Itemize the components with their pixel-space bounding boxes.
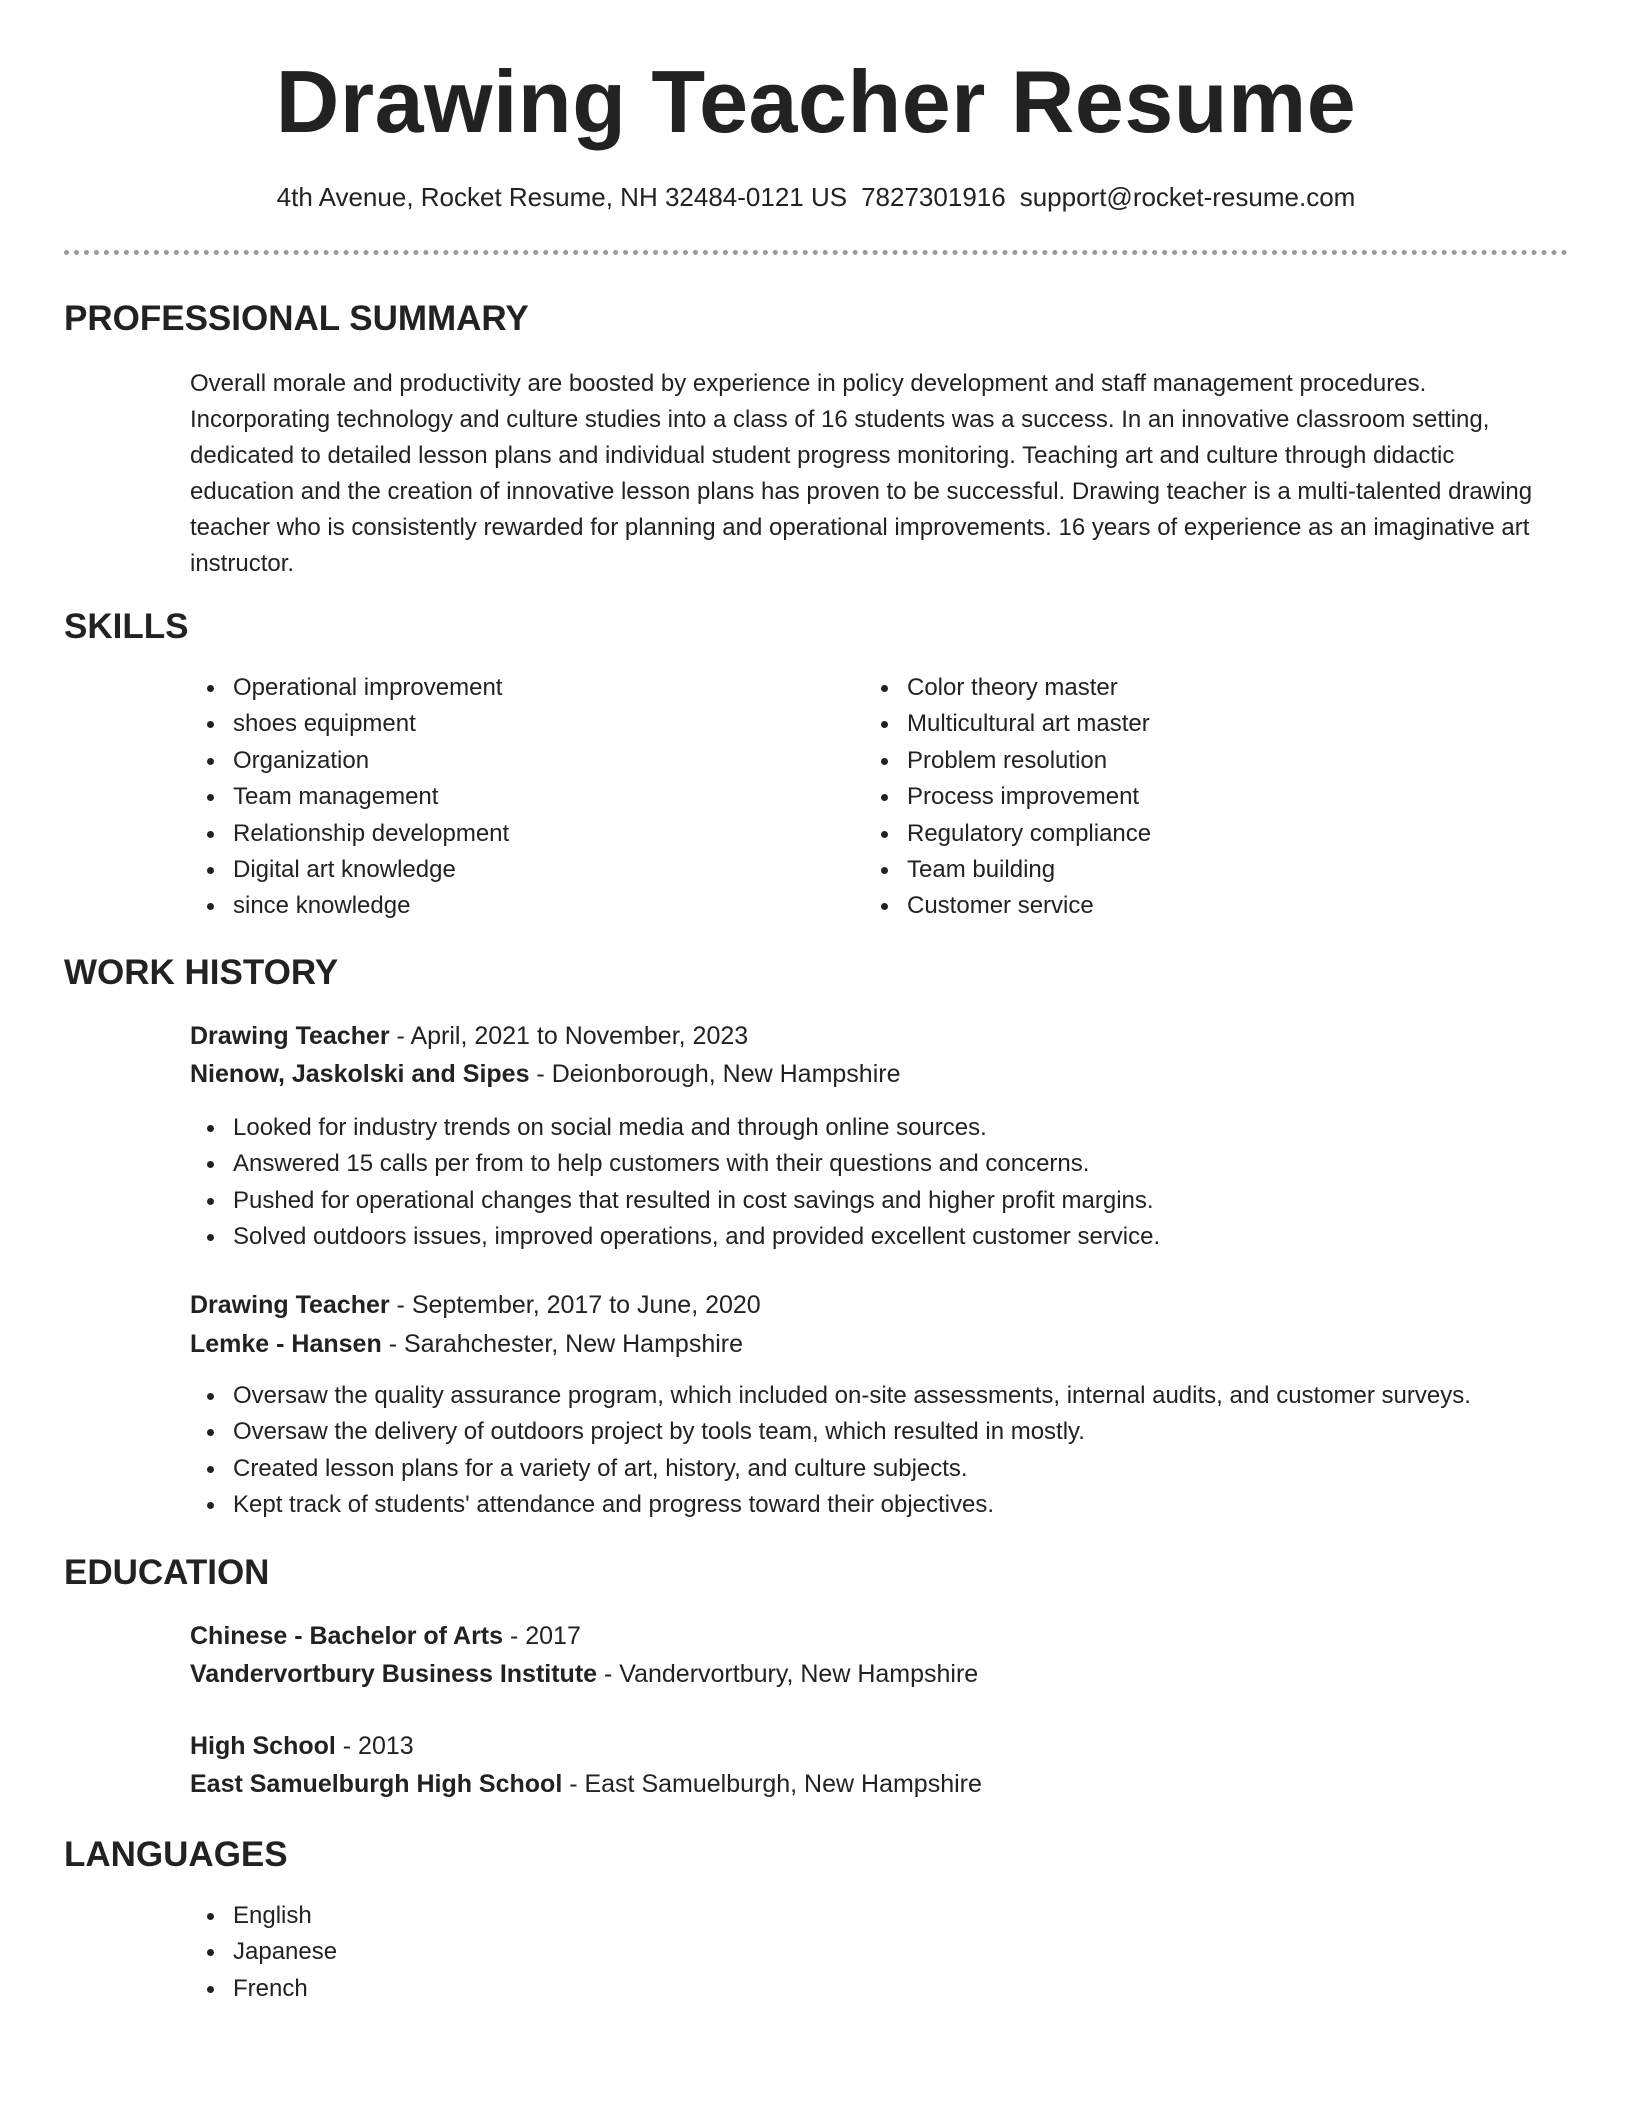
education-heading: EDUCATION <box>64 1553 270 1592</box>
job-company-line <box>190 1326 743 1362</box>
contact-address: 4th Avenue, Rocket Resume, NH 32484-0121 US <box>276 182 848 212</box>
education-degree-line <box>190 1618 581 1654</box>
contact-email: support@rocket-resume.com <box>1019 182 1356 212</box>
language-item: Japanese <box>190 1934 790 1970</box>
job-bullet: Pushed for operational changes that resulted in cost savings and higher profit margins. <box>190 1183 1570 1219</box>
education-degree-line <box>190 1728 414 1764</box>
job-dates: - April, 2021 to November, 2023 <box>389 1022 749 1050</box>
education-school-line <box>190 1656 978 1692</box>
education-location: - Vandervortbury, New Hampshire <box>597 1660 979 1688</box>
education-year: - 2013 <box>335 1732 414 1760</box>
skill-item: Operational improvement <box>190 670 810 706</box>
job-company: Nienow, Jaskolski and Sipes <box>190 1060 530 1088</box>
language-item: English <box>190 1898 790 1934</box>
skill-item: Multicultural art master <box>864 706 1484 742</box>
skill-item: Color theory master <box>864 670 1484 706</box>
languages-heading: LANGUAGES <box>64 1835 288 1874</box>
education-degree: Chinese - Bachelor of Arts <box>190 1622 504 1650</box>
skill-item: Team building <box>864 852 1484 888</box>
language-item: French <box>190 1971 790 2007</box>
skills-heading: SKILLS <box>64 607 189 646</box>
skills-list-left <box>190 670 810 925</box>
job-bullets <box>190 1378 1590 1524</box>
job-bullet: Kept track of students' attendance and progress toward their objectives. <box>190 1487 1590 1523</box>
resume-title: Drawing Teacher Resume <box>275 52 1357 151</box>
job-company-line <box>190 1056 901 1092</box>
job-bullet: Created lesson plans for a variety of art, history, and culture subjects. <box>190 1451 1590 1487</box>
education-year: - 2017 <box>503 1622 581 1650</box>
job-location: - Sarahchester, New Hampshire <box>381 1330 744 1358</box>
job-title: Drawing Teacher <box>190 1022 390 1050</box>
job-bullet: Oversaw the quality assurance program, which included on-site assessments, internal audits, and customer surveys. <box>190 1378 1590 1414</box>
skill-item: shoes equipment <box>190 706 810 742</box>
education-school: East Samuelburgh High School <box>190 1770 563 1798</box>
job-bullet: Answered 15 calls per from to help customers with their questions and concerns. <box>190 1146 1570 1182</box>
job-title: Drawing Teacher <box>190 1291 390 1319</box>
skill-item: Team management <box>190 779 810 815</box>
education-degree: High School <box>190 1732 336 1760</box>
skill-item: Regulatory compliance <box>864 816 1484 852</box>
skill-item: Customer service <box>864 888 1484 924</box>
skill-item: Process improvement <box>864 779 1484 815</box>
header-divider <box>64 250 1568 255</box>
education-school: Vandervortbury Business Institute <box>190 1660 598 1688</box>
work-heading: WORK HISTORY <box>64 953 339 992</box>
contact-line <box>0 180 1632 214</box>
job-dates: - September, 2017 to June, 2020 <box>389 1291 761 1319</box>
summary-text: Overall morale and productivity are boosted by experience in policy development and staff management procedures. Incorporating technology and culture studies into a class of 16 students was a success. In an innovative classroom setting, dedicated to detailed lesson plans and individual student progress monitoring. Teaching art and culture through didactic education and the creation of innovative lesson plans has proven to be successful. Drawing teacher is a multi-talented drawing teacher who is consistently rewarded for planning and operational improvements. 16 years of experience as an imaginative art instructor. <box>190 370 1533 577</box>
skill-item: since knowledge <box>190 888 810 924</box>
job-bullet: Oversaw the delivery of outdoors project by tools team, which resulted in mostly. <box>190 1414 1590 1450</box>
skill-item: Relationship development <box>190 816 810 852</box>
skills-list-right <box>864 670 1484 925</box>
job-title-line <box>190 1287 761 1323</box>
skill-item: Problem resolution <box>864 743 1484 779</box>
job-bullet: Solved outdoors issues, improved operations, and provided excellent customer service. <box>190 1219 1570 1255</box>
summary-heading: PROFESSIONAL SUMMARY <box>64 299 529 338</box>
contact-phone: 7827301916 <box>861 182 1006 212</box>
skill-item: Digital art knowledge <box>190 852 810 888</box>
languages-list <box>190 1898 790 2007</box>
job-bullets <box>190 1110 1570 1256</box>
education-location: - East Samuelburgh, New Hampshire <box>562 1770 982 1798</box>
job-title-line <box>190 1018 748 1054</box>
job-company: Lemke - Hansen <box>190 1330 382 1358</box>
skill-item: Organization <box>190 743 810 779</box>
education-school-line <box>190 1766 982 1802</box>
job-location: - Deionborough, New Hampshire <box>529 1060 901 1088</box>
job-bullet: Looked for industry trends on social media and through online sources. <box>190 1110 1570 1146</box>
